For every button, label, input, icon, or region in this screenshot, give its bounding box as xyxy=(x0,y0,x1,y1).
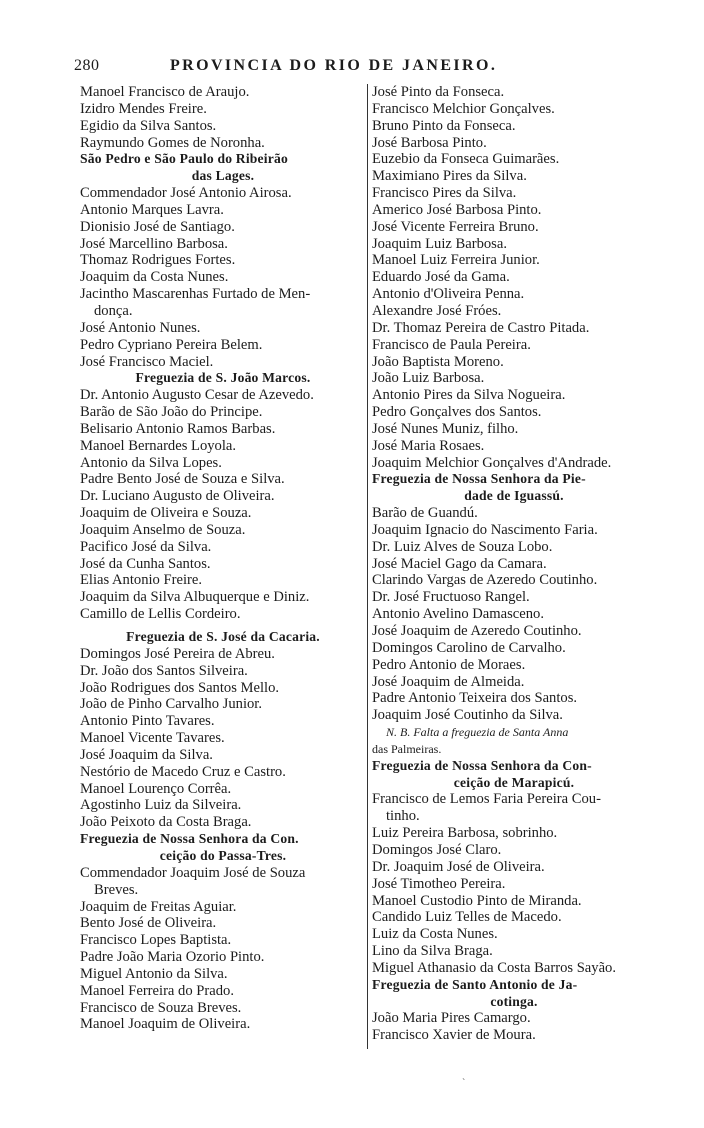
name-entry: Joaquim da Silva Albuquerque e Diniz. xyxy=(80,589,310,606)
name-entry: Belisario Antonio Ramos Barbas. xyxy=(80,420,276,437)
name-entry: Eduardo José da Gama. xyxy=(372,269,510,286)
name-entry: Antonio da Silva Lopes. xyxy=(80,454,222,471)
name-entry: Domingos Carolino de Carvalho. xyxy=(372,639,566,656)
parish-heading: dade de Iguassú. xyxy=(464,488,564,504)
parish-heading: Freguezia de S. José da Cacaria. xyxy=(126,629,320,644)
name-entry: Manoel Custodio Pinto de Miranda. xyxy=(372,892,582,909)
name-entry: José Francisco Maciel. xyxy=(80,353,214,370)
name-entry: José Nunes Muniz, filho. xyxy=(372,420,519,437)
name-entry: Pacifico José da Silva. xyxy=(80,538,212,555)
name-entry: José da Cunha Santos. xyxy=(80,555,211,572)
name-entry: Jacintho Mascarenhas Furtado de Men- xyxy=(80,286,311,303)
name-entry: José Joaquim de Azeredo Coutinho. xyxy=(372,623,582,639)
name-entry: Izidro Mendes Freire. xyxy=(80,100,207,117)
name-entry: Joaquim de Freitas Aguiar. xyxy=(80,898,237,915)
footnote-text: das Palmeiras. xyxy=(372,741,442,756)
name-entry: José Barbosa Pinto. xyxy=(372,134,487,151)
name-entry: Elias Antonio Freire. xyxy=(80,572,203,589)
name-entry: Euzebio da Fonseca Guimarães. xyxy=(372,151,560,168)
name-entry: Antonio Pinto Tavares. xyxy=(80,713,215,730)
name-entry: Barão de Guandú. xyxy=(372,505,478,522)
name-entry: Francisco Melchior Gonçalves. xyxy=(372,100,555,117)
name-entry: Dionisio José de Santiago. xyxy=(80,218,235,235)
name-entry: Commendador Joaquim José de Souza xyxy=(80,864,306,881)
name-entry: Bento José de Oliveira. xyxy=(80,915,217,932)
name-entry: Joaquim Luiz Barbosa. xyxy=(372,235,507,252)
name-entry: Maximiano Pires da Silva. xyxy=(372,168,527,185)
name-entry: Francisco de Paula Pereira. xyxy=(372,336,531,353)
name-entry: Americo José Barbosa Pinto. xyxy=(372,201,542,218)
name-entry: José Pinto da Fonseca. xyxy=(372,84,505,100)
right-column xyxy=(372,84,656,1044)
name-entry: Padre João Maria Ozorio Pinto. xyxy=(80,949,265,966)
name-entry: Antonio Avelino Damasceno. xyxy=(372,606,544,623)
name-entry: João Peixoto da Costa Braga. xyxy=(80,814,252,831)
name-entry: Manoel Francisco de Araujo. xyxy=(80,84,250,100)
name-entry: Luiz Pereira Barbosa, sobrinho. xyxy=(372,825,558,842)
name-entry: José Marcellino Barbosa. xyxy=(80,235,228,252)
name-entry: João Maria Pires Camargo. xyxy=(372,1010,531,1027)
parish-heading: Freguezia de S. João Marcos. xyxy=(135,370,311,386)
name-entry: José Joaquim da Silva. xyxy=(80,746,213,763)
name-entry: José Antonio Nunes. xyxy=(80,319,201,336)
name-entry: Candido Luiz Telles de Macedo. xyxy=(372,909,562,926)
parish-heading: das Lages. xyxy=(191,168,255,184)
name-entry: Joaquim de Oliveira e Souza. xyxy=(80,505,252,522)
name-entry: Bruno Pinto da Fonseca. xyxy=(372,117,516,134)
name-entry: Antonio Marques Lavra. xyxy=(80,201,224,218)
name-entry: Manoel Vicente Tavares. xyxy=(80,730,225,747)
name-entry: Dr. Antonio Augusto Cesar de Azevedo. xyxy=(80,387,314,404)
name-entry: Francisco Xavier de Moura. xyxy=(372,1027,536,1044)
left-column xyxy=(80,84,366,1033)
name-entry: José Vicente Ferreira Bruno. xyxy=(372,218,539,235)
name-entry: Joaquim Melchior Gonçalves d'Andrade. xyxy=(372,454,612,471)
parish-heading: ceição de Marapicú. xyxy=(453,774,575,790)
footnote-text: N. B. Falta a freguezia de Santa Anna xyxy=(386,725,569,740)
name-entry: Domingos José Pereira de Abreu. xyxy=(80,645,275,662)
parish-heading: Freguezia de Nossa Senhora da Con- xyxy=(372,757,592,773)
name-entry: Dr. Thomaz Pereira de Castro Pitada. xyxy=(372,319,590,336)
name-entry: Domingos José Claro. xyxy=(372,841,502,858)
name-entry: Pedro Antonio de Moraes. xyxy=(372,656,526,673)
name-entry: Francisco de Souza Breves. xyxy=(80,999,242,1016)
name-entry: José Timotheo Pereira. xyxy=(372,875,506,892)
name-entry: Manoel Ferreira do Prado. xyxy=(80,982,234,999)
parish-heading: Freguezia de Nossa Senhora da Con. xyxy=(80,831,299,847)
name-entry: João de Pinho Carvalho Junior. xyxy=(80,696,263,713)
parish-heading: Freguezia de Santo Antonio de Ja- xyxy=(372,976,578,992)
name-entry: João Luiz Barbosa. xyxy=(372,370,485,387)
name-entry: Padre Antonio Teixeira dos Santos. xyxy=(372,690,578,707)
name-entry: Manoel Luiz Ferreira Junior. xyxy=(372,252,540,269)
parish-heading: São Pedro e São Paulo do Ribeirão xyxy=(80,151,288,167)
name-entry: Alexandre José Fróes. xyxy=(372,302,502,319)
name-entry: Luiz da Costa Nunes. xyxy=(372,926,498,943)
name-entry: Antonio Pires da Silva Nogueira. xyxy=(372,387,566,404)
name-entry: Pedro Gonçalves dos Santos. xyxy=(372,404,542,421)
parish-heading: Freguezia de Nossa Senhora da Pie- xyxy=(372,471,586,487)
name-entry: Miguel Antonio da Silva. xyxy=(80,965,228,982)
page-number: 280 xyxy=(74,57,100,74)
name-entry: José Maria Rosaes. xyxy=(372,437,485,454)
column-divider xyxy=(367,84,368,1049)
name-entry: Francisco Pires da Silva. xyxy=(372,185,517,202)
name-entry: Joaquim José Coutinho da Silva. xyxy=(372,707,563,724)
name-entry: Joaquim Anselmo de Souza. xyxy=(80,521,246,538)
name-entry: José Maciel Gago da Camara. xyxy=(372,555,547,572)
name-entry: Joaquim Ignacio do Nascimento Faria. xyxy=(372,521,598,538)
name-entry: Miguel Athanasio da Costa Barros Sayão. xyxy=(372,959,617,976)
name-entry: Manoel Joaquim de Oliveira. xyxy=(80,1016,251,1033)
name-entry: Thomaz Rodrigues Fortes. xyxy=(80,252,236,269)
name-entry: Clarindo Vargas de Azeredo Coutinho. xyxy=(372,572,598,589)
name-entry: Manoel Lourenço Corrêa. xyxy=(80,780,232,797)
parish-heading: ceição do Passa-Tres. xyxy=(159,847,287,863)
name-entry: Dr. Joaquim José de Oliveira. xyxy=(372,858,545,875)
name-entry: Nestório de Macedo Cruz e Castro. xyxy=(80,763,286,780)
name-entry: Camillo de Lellis Cordeiro. xyxy=(80,606,241,623)
name-entry: João Rodrigues dos Santos Mello. xyxy=(80,679,280,696)
name-entry: Pedro Cypriano Pereira Belem. xyxy=(80,336,263,353)
parish-heading: cotinga. xyxy=(490,993,538,1009)
name-entry: Francisco de Lemos Faria Pereira Cou- xyxy=(372,791,601,808)
name-entry: Agostinho Luiz da Silveira. xyxy=(80,797,242,814)
name-entry: João Baptista Moreno. xyxy=(372,353,504,370)
entry-continuation: tinho. xyxy=(386,808,420,825)
name-entry: Raymundo Gomes de Noronha. xyxy=(80,134,265,151)
name-entry: Padre Bento José de Souza e Silva. xyxy=(80,471,285,488)
name-entry: Manoel Bernardes Loyola. xyxy=(80,437,237,454)
name-entry: Francisco Lopes Baptista. xyxy=(80,932,232,949)
name-entry: Dr. João dos Santos Silveira. xyxy=(80,662,248,679)
name-entry: Egidio da Silva Santos. xyxy=(80,117,217,134)
running-head: PROVINCIA DO RIO DE JANEIRO. xyxy=(170,57,498,74)
name-entry: Dr. Luciano Augusto de Oliveira. xyxy=(80,488,275,505)
name-entry: Dr. José Fructuoso Rangel. xyxy=(372,589,530,606)
name-entry: Lino da Silva Braga. xyxy=(372,943,493,960)
name-entry: Commendador José Antonio Airosa. xyxy=(80,185,292,202)
name-entry: Barão de São João do Principe. xyxy=(80,404,263,421)
printer-mark: ` xyxy=(462,1078,466,1089)
name-entry: Antonio d'Oliveira Penna. xyxy=(372,286,525,303)
name-entry: Joaquim da Costa Nunes. xyxy=(80,269,229,286)
entry-continuation: donça. xyxy=(94,302,133,319)
name-entry: José Joaquim de Almeida. xyxy=(372,673,525,690)
name-entry: Dr. Luiz Alves de Souza Lobo. xyxy=(372,538,553,555)
entry-continuation: Breves. xyxy=(94,881,139,898)
